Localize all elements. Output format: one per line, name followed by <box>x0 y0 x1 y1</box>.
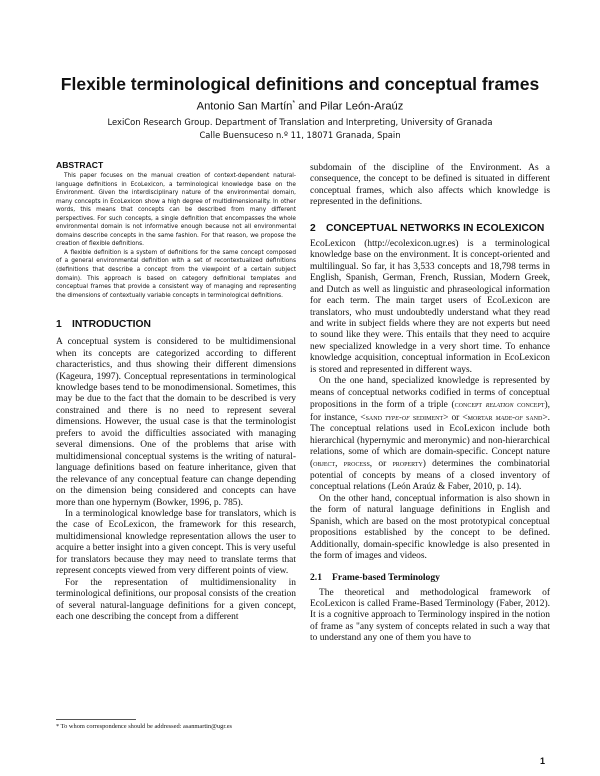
left-column <box>56 160 296 624</box>
abstract-paragraph-1: This paper focuses on the manual creation of context-dependent natural-language definitions in EcoLexicon, a terminological knowledge base on the Environment. Given the interdisciplinary nature of the environmental domain, many concepts in EcoLexicon show a high degree of multidimensionality. In other words, this means that concepts can be described from many different perspectives. For such concepts, a single definition that encompasses the whole environmental domain is not informative enough because not all environmental domains describe concepts in the same fashion. For that reason, we propose the creation of flexible definitions. <box>56 173 296 248</box>
author-joiner: and <box>295 100 321 113</box>
intro-paragraph-1: A conceptual system is considered to be multidimensional when its concepts are categorized according to different characteristics, and thus showing their different dimensions (Kageura, 1997). Conceptual representations in terminological knowledge bases tend to be monodimensional. Sometimes, this may be due to the fact that the domain to be described is very constrained and there is no need to represent several dimensions. However, the usual case is that the terminologist prefers to avoid the difficulties associated with managing several dimensions. One of the problems that arise with multidimensional conceptual systems is the writing of natural-language definitions based on feature inheritance, given that the relevance of any conceptual feature can change depending on the dimension being considered and concepts can have more than one hypernym (Bowker, 1996, p. 785). <box>56 337 296 508</box>
paper-title: Flexible terminological definitions and conceptual frames <box>60 74 540 94</box>
section-1-number: 1 <box>56 319 62 331</box>
authors-line <box>0 100 600 113</box>
author-2: Pilar León-Araúz <box>320 100 404 113</box>
intro-paragraph-3: For the representation of multidimensionality in terminological definitions, our proposal consists of the creation of several natural-language definitions for a given concept, each one describing the concept from a different <box>56 577 296 623</box>
section-1-title: INTRODUCTION <box>72 319 151 331</box>
section-2-heading <box>310 223 550 234</box>
subsection-2-1-title: Frame-based Terminology <box>332 571 440 583</box>
section-1-heading <box>56 319 296 330</box>
section-2-paragraph-2: On the one hand, specialized knowledge is represented by means of conceptual networks codified in terms of conceptual propositions in the form of a triple (concept relation concept), for instance, <sand type-of sediment> or <mortar made-of sand>. The conceptual relations used in EcoLexicon include both hierarchical (hypernymic and meronymic) and non-hierarchical relations, some of which are domain-specific. Concept nature (object, process, or property) determines the combinatorial potential of concepts by means of a closed inventory of conceptual relations (León Araúz & Faber, 2010, p. 14). <box>310 376 551 493</box>
abstract-paragraph-2: A flexible definition is a system of definitions for the same concept composed of a general environmental definition with a set of recontextualized definitions (definitions that describe a concept from the viewpoint of a certain subject domain). This approach is based on category definitional templates and conceptual frames that provide a consistent way of managing and representing the dimensions of contextually variable concepts in terminological definitions. <box>56 249 296 299</box>
right-column <box>310 163 550 645</box>
author-1: Antonio San Martín <box>196 100 293 113</box>
footnote-divider <box>56 719 136 720</box>
footnote: * To whom correspondence should be addressed: asanmartin@ugr.es <box>56 723 233 730</box>
page-number: 1 <box>540 756 546 766</box>
correspondence-mark: * <box>292 100 296 107</box>
section-2-number: 2 <box>310 222 316 234</box>
section-2-paragraph-1: EcoLexicon (http://ecolexicon.ugr.es) is a terminological knowledge base on the environment. It is concept-oriented and multilingual. So far, it has 3,533 concepts and 18,798 terms in English, Spanish, German, French, Russian, Modern Greek, and Dutch as well as linguistic and phraseological information for each term. The main target users of EcoLexicon are translators, who must undoubtedly understand what they read and write in subject fields where they are not experts but need to sound like they were. This entails that they need to acquire new specialized knowledge in a very short time. To enhance knowledge acquisition, conceptual information in EcoLexicon is stored and represented in different ways. <box>310 238 550 375</box>
affiliation-line-2: Calle Buensuceso n.º 11, 18071 Granada, Spain <box>199 129 401 140</box>
subsection-2-1-paragraph-1: The theoretical and methodological framework of EcoLexicon is called Frame-Based Terminology (Faber, 2012). It is a cognitive approach to Terminology inspired in the notion of frame as "any system of concepts related in such a way that to understand any one of them you have to <box>310 587 550 644</box>
affiliation-line-1: LexiCon Research Group. Department of Translation and Interpreting, University of Granada <box>107 117 493 127</box>
subsection-2-1-number: 2.1 <box>310 571 322 583</box>
section-2-title: CONCEPTUAL NETWORKS IN ECOLEXICON <box>326 222 545 234</box>
subsection-2-1-heading <box>310 572 550 583</box>
intro-paragraph-2: In a terminological knowledge base for translators, which is the case of EcoLexicon, the framework for this research, multidimensional knowledge representation allows the user to acquire a better insight into a given concept. This is very useful for translators because they may need to translate terms that represent concepts viewed from very different points of view. <box>56 509 296 577</box>
affiliation <box>0 116 600 141</box>
section-2-paragraph-3: On the other hand, conceptual information is also shown in the form of natural language definitions in English and Spanish, which are based on the most prototypical conceptual propositions established by the concept to be defined. Additionally, domain-specific knowledge is also presented in the form of images and videos. <box>310 493 550 562</box>
intro-paragraph-3-continued: subdomain of the discipline of the Environment. As a consequence, the concept to be defined is situated in different conceptual frames, which also affects which knowledge is represented in the definitions. <box>310 163 550 208</box>
abstract-heading: ABSTRACT <box>56 160 104 170</box>
